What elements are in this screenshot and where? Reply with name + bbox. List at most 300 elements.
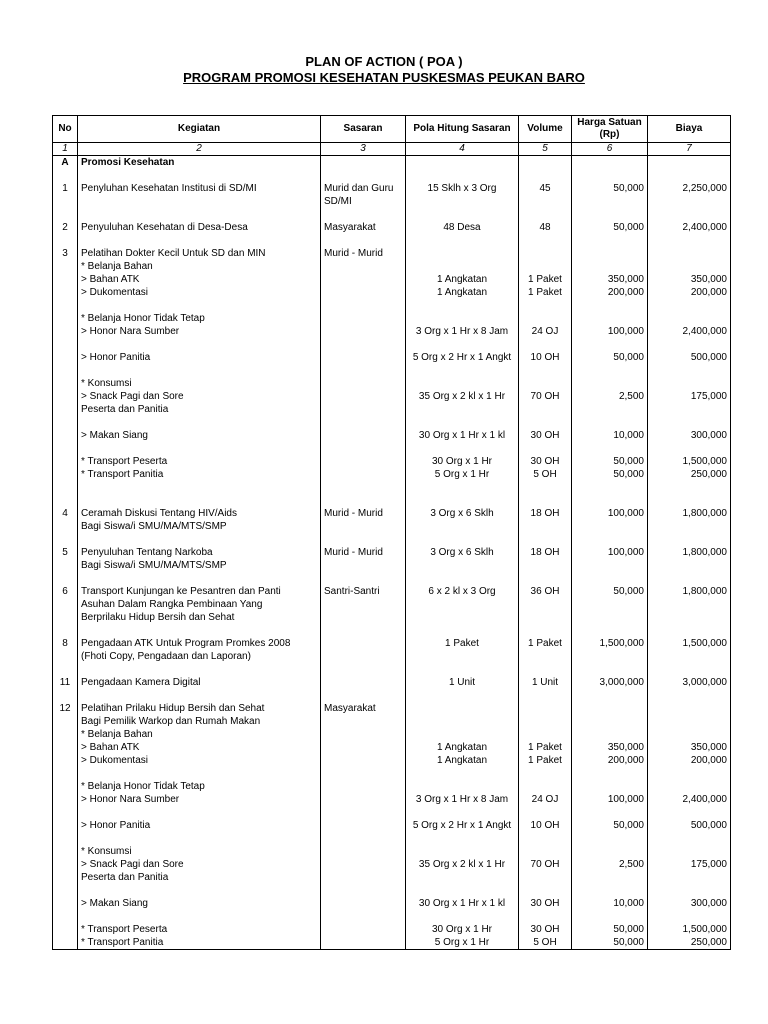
- kegiatan-cell: Peserta dan Panitia: [78, 403, 321, 416]
- row-number: [53, 364, 78, 377]
- harga-satuan-cell: 10,000: [572, 429, 648, 442]
- pola-hitung-cell: [406, 780, 519, 793]
- header-sasaran: Sasaran: [321, 116, 406, 143]
- sasaran-cell: [321, 494, 406, 507]
- biaya-cell: [648, 624, 731, 637]
- biaya-cell: [648, 416, 731, 429]
- row-number: 6: [53, 585, 78, 598]
- biaya-cell: [648, 572, 731, 585]
- pola-hitung-cell: 5 Org x 2 Hr x 1 Angkt: [406, 819, 519, 832]
- biaya-cell: 1,800,000: [648, 585, 731, 598]
- pola-hitung-cell: [406, 195, 519, 208]
- table-row: [53, 910, 731, 923]
- biaya-cell: [648, 650, 731, 663]
- row-number: 2: [53, 221, 78, 234]
- kegiatan-cell: [78, 169, 321, 182]
- harga-satuan-cell: [572, 845, 648, 858]
- sasaran-cell: Masyarakat: [321, 702, 406, 715]
- volume-cell: 18 OH: [519, 546, 572, 559]
- pola-hitung-cell: [406, 442, 519, 455]
- sasaran-cell: SD/MI: [321, 195, 406, 208]
- header-row: [53, 116, 731, 143]
- table-row: [53, 624, 731, 637]
- row-number: [53, 598, 78, 611]
- volume-cell: [519, 806, 572, 819]
- kegiatan-cell: Ceramah Diskusi Tentang HIV/Aids: [78, 507, 321, 520]
- kegiatan-cell: > Honor Nara Sumber: [78, 325, 321, 338]
- column-number: 1: [53, 143, 78, 156]
- table-row: [53, 897, 731, 910]
- biaya-cell: [648, 299, 731, 312]
- pola-hitung-cell: 3 Org x 1 Hr x 8 Jam: [406, 325, 519, 338]
- kegiatan-cell: Transport Kunjungan ke Pesantren dan Panti: [78, 585, 321, 598]
- column-number: 4: [406, 143, 519, 156]
- pola-hitung-cell: 35 Org x 2 kl x 1 Hr: [406, 858, 519, 871]
- sasaran-cell: [321, 286, 406, 299]
- sasaran-cell: [321, 481, 406, 494]
- pola-hitung-cell: [406, 299, 519, 312]
- row-number: [53, 533, 78, 546]
- pola-hitung-cell: 3 Org x 6 Sklh: [406, 507, 519, 520]
- harga-satuan-cell: [572, 832, 648, 845]
- row-number: 8: [53, 637, 78, 650]
- row-number: A: [53, 156, 78, 170]
- biaya-cell: [648, 663, 731, 676]
- pola-hitung-cell: [406, 767, 519, 780]
- volume-cell: [519, 416, 572, 429]
- biaya-cell: [648, 403, 731, 416]
- volume-cell: 30 OH: [519, 897, 572, 910]
- table-row: [53, 338, 731, 351]
- table-row: [53, 325, 731, 338]
- row-number: [53, 923, 78, 936]
- sasaran-cell: [321, 390, 406, 403]
- row-number: [53, 650, 78, 663]
- kegiatan-cell: [78, 572, 321, 585]
- row-number: [53, 663, 78, 676]
- biaya-cell: 250,000: [648, 468, 731, 481]
- kegiatan-cell: > Dukomentasi: [78, 286, 321, 299]
- biaya-cell: [648, 520, 731, 533]
- table-row: [53, 481, 731, 494]
- pola-hitung-cell: 1 Unit: [406, 676, 519, 689]
- kegiatan-cell: Bagi Siswa/i SMU/MA/MTS/SMP: [78, 559, 321, 572]
- pola-hitung-cell: 1 Angkatan: [406, 286, 519, 299]
- volume-cell: 30 OH: [519, 429, 572, 442]
- harga-satuan-cell: [572, 377, 648, 390]
- biaya-cell: [648, 871, 731, 884]
- kegiatan-cell: [78, 364, 321, 377]
- kegiatan-cell: [78, 884, 321, 897]
- row-number: [53, 806, 78, 819]
- row-number: [53, 468, 78, 481]
- row-number: [53, 351, 78, 364]
- harga-satuan-cell: 50,000: [572, 468, 648, 481]
- pola-hitung-cell: [406, 338, 519, 351]
- harga-satuan-cell: 100,000: [572, 325, 648, 338]
- row-number: [53, 559, 78, 572]
- pola-hitung-cell: [406, 169, 519, 182]
- pola-hitung-cell: [406, 910, 519, 923]
- volume-cell: [519, 728, 572, 741]
- harga-satuan-cell: 50,000: [572, 221, 648, 234]
- volume-cell: 70 OH: [519, 858, 572, 871]
- biaya-cell: [648, 234, 731, 247]
- pola-hitung-cell: [406, 481, 519, 494]
- volume-cell: [519, 156, 572, 170]
- table-row: [53, 832, 731, 845]
- row-number: [53, 195, 78, 208]
- kegiatan-cell: [78, 299, 321, 312]
- biaya-cell: 2,400,000: [648, 793, 731, 806]
- row-number: [53, 403, 78, 416]
- harga-satuan-cell: [572, 247, 648, 260]
- sasaran-cell: [321, 598, 406, 611]
- table-row: [53, 455, 731, 468]
- pola-hitung-cell: [406, 689, 519, 702]
- biaya-cell: 1,800,000: [648, 546, 731, 559]
- column-number: 5: [519, 143, 572, 156]
- row-number: [53, 494, 78, 507]
- kegiatan-cell: [78, 533, 321, 546]
- volume-cell: [519, 247, 572, 260]
- table-row: [53, 598, 731, 611]
- biaya-cell: 1,500,000: [648, 923, 731, 936]
- volume-cell: [519, 780, 572, 793]
- table-row: [53, 299, 731, 312]
- pola-hitung-cell: [406, 611, 519, 624]
- kegiatan-cell: [78, 663, 321, 676]
- sasaran-cell: [321, 377, 406, 390]
- volume-cell: [519, 208, 572, 221]
- row-number: [53, 520, 78, 533]
- volume-cell: [519, 832, 572, 845]
- volume-cell: 1 Paket: [519, 637, 572, 650]
- header-harga-satuan: [572, 116, 648, 143]
- kegiatan-cell: Penyuluhan Kesehatan di Desa-Desa: [78, 221, 321, 234]
- table-row: [53, 260, 731, 273]
- kegiatan-cell: > Snack Pagi dan Sore: [78, 858, 321, 871]
- biaya-cell: 200,000: [648, 754, 731, 767]
- biaya-cell: [648, 910, 731, 923]
- table-row: [53, 923, 731, 936]
- sasaran-cell: [321, 520, 406, 533]
- volume-cell: [519, 715, 572, 728]
- biaya-cell: [648, 533, 731, 546]
- biaya-cell: [648, 598, 731, 611]
- sasaran-cell: [321, 364, 406, 377]
- harga-satuan-cell: [572, 871, 648, 884]
- biaya-cell: 175,000: [648, 858, 731, 871]
- table-row: [53, 637, 731, 650]
- harga-satuan-cell: [572, 650, 648, 663]
- sasaran-cell: [321, 572, 406, 585]
- volume-cell: 1 Paket: [519, 273, 572, 286]
- sasaran-cell: [321, 338, 406, 351]
- sasaran-cell: [321, 754, 406, 767]
- kegiatan-cell: [78, 195, 321, 208]
- kegiatan-cell: > Dukomentasi: [78, 754, 321, 767]
- biaya-cell: [648, 364, 731, 377]
- table-row: [53, 364, 731, 377]
- harga-satuan-cell: [572, 520, 648, 533]
- harga-satuan-cell: 100,000: [572, 793, 648, 806]
- table-row: [53, 169, 731, 182]
- volume-cell: [519, 338, 572, 351]
- pola-hitung-cell: 48 Desa: [406, 221, 519, 234]
- volume-cell: [519, 767, 572, 780]
- harga-satuan-cell: [572, 364, 648, 377]
- pola-hitung-cell: [406, 377, 519, 390]
- kegiatan-cell: Bagi Pemilik Warkop dan Rumah Makan: [78, 715, 321, 728]
- volume-cell: [519, 195, 572, 208]
- pola-hitung-cell: [406, 702, 519, 715]
- pola-hitung-cell: 1 Angkatan: [406, 741, 519, 754]
- biaya-cell: [648, 481, 731, 494]
- sasaran-cell: [321, 299, 406, 312]
- sasaran-cell: [321, 676, 406, 689]
- row-number: [53, 611, 78, 624]
- volume-cell: 10 OH: [519, 819, 572, 832]
- header-harga-text: Harga Satuan (Rp): [577, 117, 642, 140]
- harga-satuan-cell: [572, 598, 648, 611]
- table-row: [53, 884, 731, 897]
- sasaran-cell: [321, 767, 406, 780]
- harga-satuan-cell: [572, 663, 648, 676]
- volume-cell: 10 OH: [519, 351, 572, 364]
- harga-satuan-cell: [572, 299, 648, 312]
- table-row: [53, 676, 731, 689]
- harga-satuan-cell: [572, 234, 648, 247]
- biaya-cell: 300,000: [648, 429, 731, 442]
- table-row: [53, 767, 731, 780]
- kegiatan-cell: * Transport Peserta: [78, 923, 321, 936]
- row-number: 1: [53, 182, 78, 195]
- sasaran-cell: [321, 845, 406, 858]
- harga-satuan-cell: 200,000: [572, 286, 648, 299]
- volume-cell: 1 Paket: [519, 286, 572, 299]
- kegiatan-cell: * Belanja Bahan: [78, 260, 321, 273]
- biaya-cell: 1,800,000: [648, 507, 731, 520]
- volume-cell: [519, 611, 572, 624]
- header-no: No: [53, 116, 78, 143]
- row-number: [53, 377, 78, 390]
- row-number: [53, 728, 78, 741]
- sasaran-cell: [321, 312, 406, 325]
- kegiatan-cell: [78, 338, 321, 351]
- sasaran-cell: [321, 325, 406, 338]
- sasaran-cell: [321, 611, 406, 624]
- biaya-cell: 2,400,000: [648, 221, 731, 234]
- harga-satuan-cell: [572, 481, 648, 494]
- sasaran-cell: [321, 741, 406, 754]
- biaya-cell: [648, 806, 731, 819]
- kegiatan-cell: * Belanja Honor Tidak Tetap: [78, 312, 321, 325]
- pola-hitung-cell: 30 Org x 1 Hr: [406, 923, 519, 936]
- kegiatan-cell: [78, 234, 321, 247]
- column-number-row: [53, 143, 731, 156]
- pola-hitung-cell: 30 Org x 1 Hr x 1 kl: [406, 429, 519, 442]
- biaya-cell: [648, 338, 731, 351]
- kegiatan-cell: [78, 416, 321, 429]
- row-number: [53, 767, 78, 780]
- sasaran-cell: [321, 429, 406, 442]
- kegiatan-cell: Penyuluhan Tentang Narkoba: [78, 546, 321, 559]
- sasaran-cell: [321, 832, 406, 845]
- row-number: [53, 819, 78, 832]
- sasaran-cell: [321, 689, 406, 702]
- table-row: [53, 273, 731, 286]
- volume-cell: 45: [519, 182, 572, 195]
- row-number: [53, 832, 78, 845]
- document-title: PLAN OF ACTION ( POA ): [305, 54, 463, 69]
- kegiatan-cell: Asuhan Dalam Rangka Pembinaan Yang: [78, 598, 321, 611]
- table-row: [53, 429, 731, 442]
- row-number: [53, 455, 78, 468]
- table-row: [53, 793, 731, 806]
- column-number: 6: [572, 143, 648, 156]
- row-number: [53, 741, 78, 754]
- harga-satuan-cell: 2,500: [572, 858, 648, 871]
- pola-hitung-cell: [406, 260, 519, 273]
- volume-cell: [519, 494, 572, 507]
- pola-hitung-cell: 5 Org x 1 Hr: [406, 936, 519, 950]
- table-row: [53, 754, 731, 767]
- table-row: [53, 520, 731, 533]
- row-number: [53, 572, 78, 585]
- pola-hitung-cell: [406, 247, 519, 260]
- biaya-cell: 2,250,000: [648, 182, 731, 195]
- header-biaya: Biaya: [648, 116, 731, 143]
- pola-hitung-cell: [406, 845, 519, 858]
- volume-cell: [519, 377, 572, 390]
- volume-cell: 5 OH: [519, 468, 572, 481]
- volume-cell: [519, 312, 572, 325]
- header-volume: Volume: [519, 116, 572, 143]
- kegiatan-cell: > Makan Siang: [78, 897, 321, 910]
- table-row: [53, 559, 731, 572]
- table-row: [53, 702, 731, 715]
- table-row: [53, 247, 731, 260]
- biaya-cell: [648, 832, 731, 845]
- pola-hitung-cell: [406, 572, 519, 585]
- kegiatan-cell: * Belanja Bahan: [78, 728, 321, 741]
- kegiatan-cell: > Honor Panitia: [78, 819, 321, 832]
- volume-cell: [519, 559, 572, 572]
- row-number: [53, 208, 78, 221]
- row-number: [53, 312, 78, 325]
- biaya-cell: [648, 767, 731, 780]
- row-number: [53, 260, 78, 273]
- row-number: 12: [53, 702, 78, 715]
- harga-satuan-cell: 200,000: [572, 754, 648, 767]
- row-number: [53, 442, 78, 455]
- volume-cell: [519, 403, 572, 416]
- harga-satuan-cell: [572, 494, 648, 507]
- sasaran-cell: [321, 884, 406, 897]
- pola-hitung-cell: [406, 871, 519, 884]
- volume-cell: [519, 650, 572, 663]
- harga-satuan-cell: [572, 910, 648, 923]
- volume-cell: 48: [519, 221, 572, 234]
- volume-cell: [519, 572, 572, 585]
- kegiatan-cell: * Transport Panitia: [78, 468, 321, 481]
- kegiatan-cell: > Bahan ATK: [78, 273, 321, 286]
- row-number: [53, 286, 78, 299]
- pola-hitung-cell: 35 Org x 2 kl x 1 Hr: [406, 390, 519, 403]
- kegiatan-cell: > Honor Panitia: [78, 351, 321, 364]
- pola-hitung-cell: [406, 416, 519, 429]
- pola-hitung-cell: [406, 624, 519, 637]
- harga-satuan-cell: [572, 416, 648, 429]
- pola-hitung-cell: 1 Angkatan: [406, 754, 519, 767]
- row-number: [53, 481, 78, 494]
- table-row: [53, 546, 731, 559]
- biaya-cell: [648, 195, 731, 208]
- row-number: [53, 338, 78, 351]
- volume-cell: [519, 624, 572, 637]
- biaya-cell: 2,400,000: [648, 325, 731, 338]
- row-number: [53, 754, 78, 767]
- kegiatan-cell: Pengadaan Kamera Digital: [78, 676, 321, 689]
- table-row: [53, 572, 731, 585]
- pola-hitung-cell: [406, 494, 519, 507]
- sasaran-cell: [321, 416, 406, 429]
- table-row: [53, 650, 731, 663]
- biaya-cell: [648, 312, 731, 325]
- harga-satuan-cell: 50,000: [572, 923, 648, 936]
- sasaran-cell: [321, 442, 406, 455]
- row-number: [53, 689, 78, 702]
- table-row: [53, 715, 731, 728]
- harga-satuan-cell: 50,000: [572, 585, 648, 598]
- harga-satuan-cell: [572, 767, 648, 780]
- kegiatan-cell: [78, 910, 321, 923]
- biaya-cell: [648, 689, 731, 702]
- kegiatan-cell: Berprilaku Hidup Bersih dan Sehat: [78, 611, 321, 624]
- volume-cell: [519, 520, 572, 533]
- table-row: [53, 806, 731, 819]
- harga-satuan-cell: 350,000: [572, 273, 648, 286]
- sasaran-cell: [321, 455, 406, 468]
- sasaran-cell: [321, 403, 406, 416]
- sasaran-cell: [321, 169, 406, 182]
- column-number: 2: [78, 143, 321, 156]
- sasaran-cell: [321, 351, 406, 364]
- table-row: [53, 936, 731, 950]
- volume-cell: 24 OJ: [519, 793, 572, 806]
- kegiatan-cell: * Konsumsi: [78, 377, 321, 390]
- harga-satuan-cell: [572, 559, 648, 572]
- harga-satuan-cell: [572, 884, 648, 897]
- sasaran-cell: [321, 663, 406, 676]
- kegiatan-cell: > Bahan ATK: [78, 741, 321, 754]
- row-number: 11: [53, 676, 78, 689]
- row-number: 4: [53, 507, 78, 520]
- sasaran-cell: Santri-Santri: [321, 585, 406, 598]
- table-row: [53, 351, 731, 364]
- row-number: [53, 429, 78, 442]
- table-row: [53, 182, 731, 195]
- pola-hitung-cell: 1 Paket: [406, 637, 519, 650]
- kegiatan-cell: (Fhoti Copy, Pengadaan dan Laporan): [78, 650, 321, 663]
- biaya-cell: [648, 702, 731, 715]
- harga-satuan-cell: 50,000: [572, 936, 648, 950]
- sasaran-cell: [321, 715, 406, 728]
- kegiatan-cell: Pelatihan Prilaku Hidup Bersih dan Sehat: [78, 702, 321, 715]
- volume-cell: [519, 533, 572, 546]
- sasaran-cell: [321, 871, 406, 884]
